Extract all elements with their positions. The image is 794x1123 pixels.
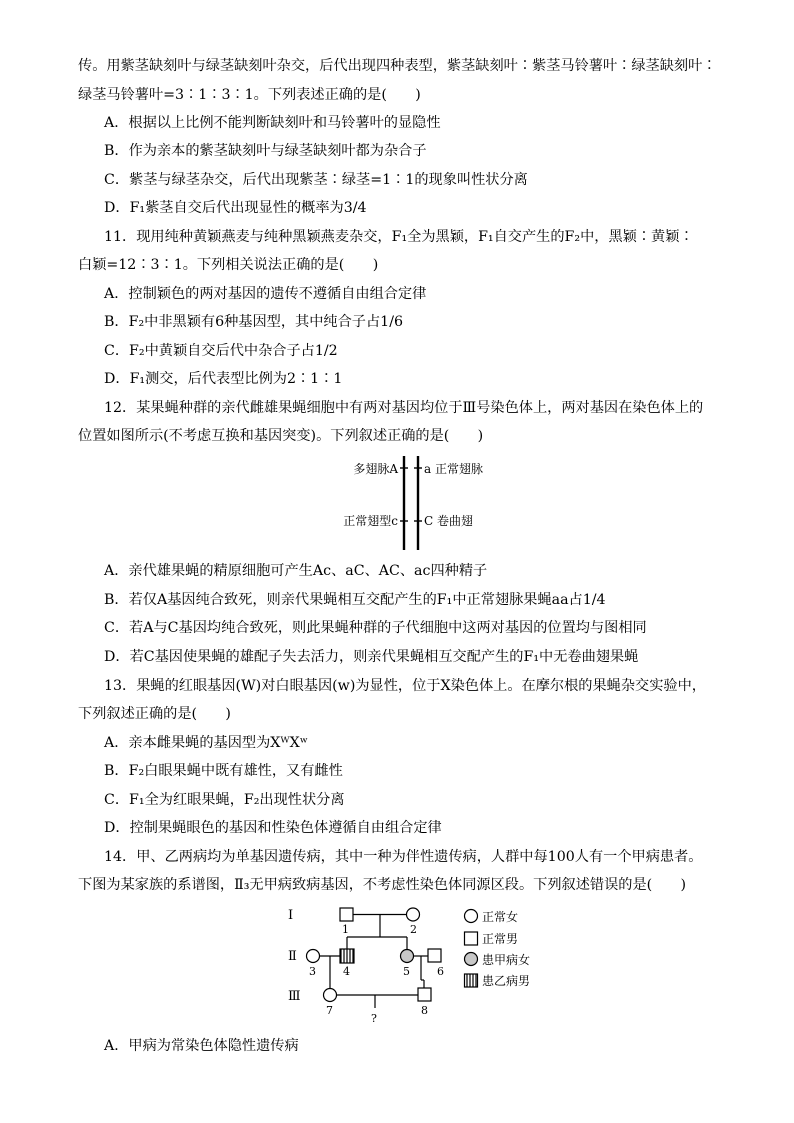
- option-d: D．F₁紫茎自交后代出现显性的概率为3/4: [104, 200, 367, 216]
- individual-II4-affected-b-male: [340, 949, 354, 963]
- question-11: 11．现用纯种黄颖燕麦与纯种黑颖燕麦杂交，F₁全为黑颖，F₁自交产生的F₂中，黑颖∶黄颖∶: [104, 229, 694, 245]
- legend-normal-male-icon: [465, 932, 478, 945]
- option-c: C．F₂中黄颖自交后代中杂合子占1/2: [104, 343, 338, 359]
- individual-number: 8: [421, 1004, 428, 1017]
- text-line: 白颖=12∶3∶1。下列相关说法正确的是( ): [78, 257, 379, 273]
- option-c: C．F₁全为红眼果蝇，F₂出现性状分离: [104, 792, 345, 808]
- legend-affected-b-male-icon: [465, 974, 478, 987]
- option-a: A．控制颖色的两对基因的遗传不遵循自由组合定律: [104, 286, 427, 302]
- individual-II5-affected-a-female: [401, 950, 414, 963]
- generation-label: Ⅰ: [288, 908, 294, 923]
- option-a: A．亲代雄果蝇的精原细胞可产生Ac、aC、AC、ac四种精子: [104, 563, 488, 579]
- individual-number: 7: [326, 1004, 333, 1017]
- individual-I1-normal-male: [340, 908, 353, 921]
- legend-label: 患甲病女: [482, 953, 531, 967]
- text-line: 下图为某家族的系谱图，Ⅱ₃无甲病致病基因，不考虑性染色体同源区段。下列叙述错误的是( ): [78, 877, 687, 893]
- gene-label-c: 正常翅型c: [343, 514, 398, 528]
- individual-number: 5: [403, 965, 410, 978]
- legend-normal-female-icon: [465, 910, 478, 923]
- option-d: D．若C基因使果蝇的雄配子失去活力，则亲代果蝇相互交配产生的F₁中无卷曲翅果蝇: [104, 649, 639, 665]
- option-b: B．若仅A基因纯合致死，则亲代果蝇相互交配产生的F₁中正常翅脉果蝇aa占1/4: [104, 592, 606, 608]
- question-13: 13．果蝇的红眼基因(W)对白眼基因(w)为显性，位于X染色体上。在摩尔根的果蝇杂交实验中，: [104, 678, 706, 694]
- option-a: A．亲本雌果蝇的基因型为XᵂXʷ: [104, 735, 309, 751]
- option-d: D．控制果蝇眼色的基因和性染色体遵循自由组合定律: [104, 820, 442, 836]
- individual-number: 1: [342, 923, 349, 936]
- text-line: 传。用紫茎缺刻叶与绿茎缺刻叶杂交，后代出现四种表型，紫茎缺刻叶∶紫茎马铃薯叶∶绿茎缺刻叶∶: [78, 58, 717, 74]
- individual-I2-normal-female: [407, 908, 420, 921]
- gene-label-a: a 正常翅脉: [424, 462, 483, 476]
- generation-label: Ⅲ: [288, 989, 301, 1004]
- unknown-offspring: ?: [371, 1012, 377, 1025]
- question-12: 12．某果蝇种群的亲代雌雄果蝇细胞中有两对基因均位于Ⅲ号染色体上，两对基因在染色体上的: [104, 400, 704, 416]
- option-b: B．F₂中非黑颖有6种基因型，其中纯合子占1/6: [104, 314, 404, 330]
- option-a: A．甲病为常染色体隐性遗传病: [104, 1038, 299, 1054]
- option-a: A．根据以上比例不能判断缺刻叶和马铃薯叶的显隐性: [104, 115, 441, 131]
- legend-label: 患乙病男: [482, 974, 531, 988]
- text-line: 下列叙述正确的是( ): [78, 706, 231, 722]
- text-line: 绿茎马铃薯叶=3∶1∶3∶1。下列表述正确的是( ): [78, 87, 421, 103]
- individual-number: 6: [437, 965, 444, 978]
- option-c: C．紫茎与绿茎杂交，后代出现紫茎∶绿茎=1∶1的现象叫性状分离: [104, 172, 528, 188]
- individual-II6-normal-male: [428, 949, 441, 962]
- individual-III7-normal-female: [324, 989, 337, 1002]
- legend-affected-a-female-icon: [465, 953, 478, 966]
- legend-label: 正常男: [482, 932, 519, 946]
- option-b: B．作为亲本的紫茎缺刻叶与绿茎缺刻叶都为杂合子: [104, 143, 427, 159]
- chromosome-diagram: [330, 452, 500, 554]
- individual-number: 2: [410, 923, 417, 936]
- individual-number: 4: [343, 965, 350, 978]
- option-d: D．F₁测交，后代表型比例为2∶1∶1: [104, 371, 343, 387]
- individual-number: 3: [309, 965, 316, 978]
- gene-label-C: C 卷曲翅: [424, 514, 473, 528]
- question-14: 14．甲、乙两病均为单基因遗传病，其中一种为伴性遗传病，人群中每100人有一个甲病患者。: [104, 849, 703, 865]
- generation-label: Ⅱ: [288, 949, 297, 964]
- individual-II3-normal-female: [307, 950, 320, 963]
- legend-label: 正常女: [482, 910, 519, 924]
- option-b: B．F₂白眼果蝇中既有雄性，又有雌性: [104, 763, 343, 779]
- option-c: C．若A与C基因均纯合致死，则此果蝇种群的子代细胞中这两对基因的位置均与图相同: [104, 620, 647, 636]
- individual-III8-normal-male: [418, 988, 431, 1001]
- pedigree-chart: [280, 902, 550, 1030]
- gene-label-A: 多翅脉A: [353, 462, 398, 476]
- text-line: 位置如图所示(不考虑互换和基因突变)。下列叙述正确的是( ): [78, 428, 484, 444]
